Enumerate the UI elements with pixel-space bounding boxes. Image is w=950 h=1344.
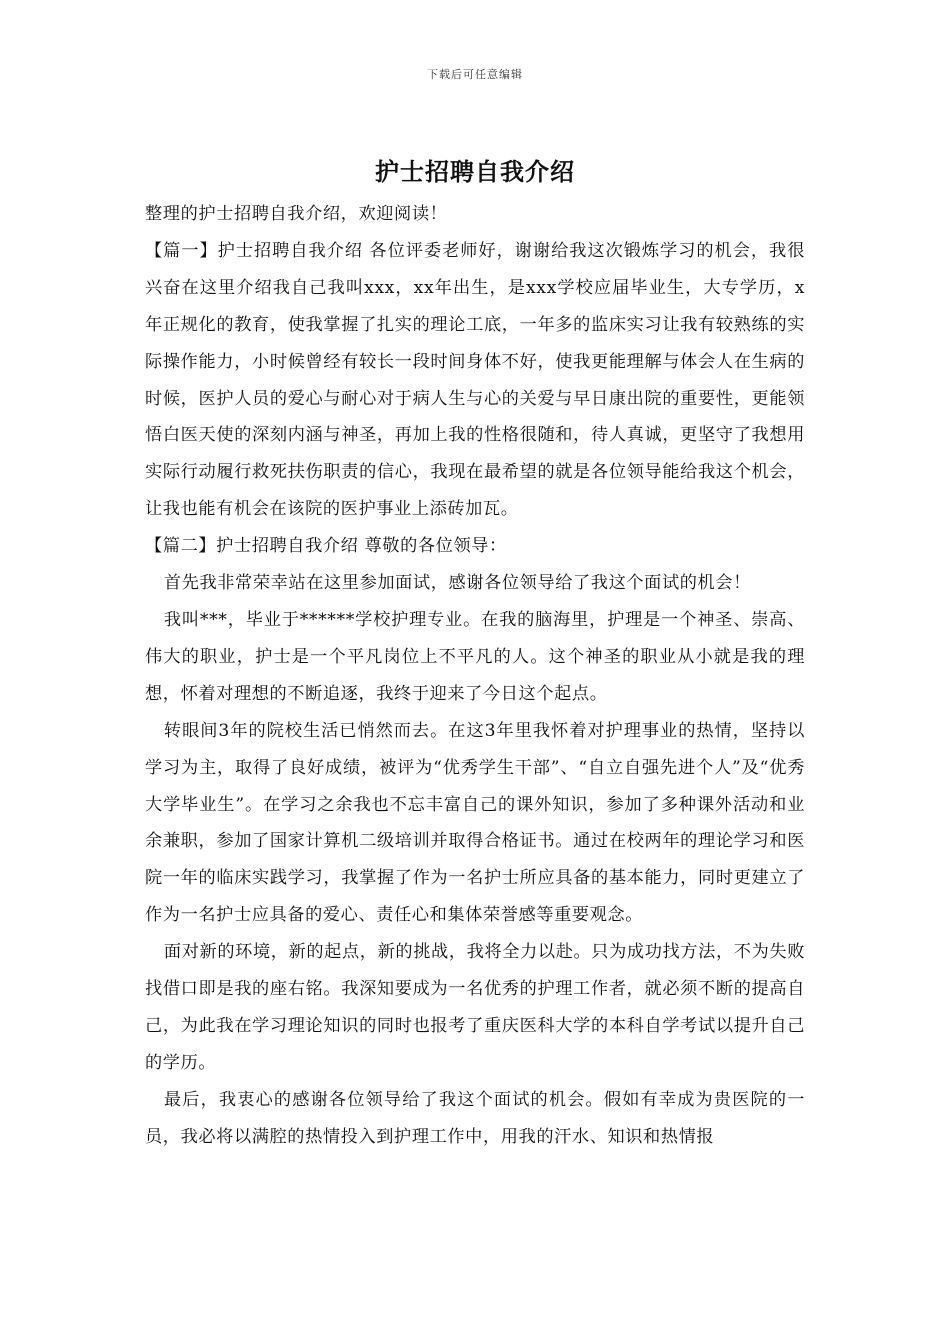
paragraph-thanks: 首先我非常荣幸站在这里参加面试，感谢各位领导给了我这个面试的机会！ — [163, 573, 751, 594]
paragraph-background: 我叫***，毕业于******学校护理专业。在我的脑海里，护理是一个神圣、崇高、伟大的职业，护士是一个平凡岗位上不平凡的人。这个神圣的职业从小就是我的理想，怀着对理想的不断追逐，我终于迎来了今日这个起点。 — [145, 609, 805, 704]
paragraph-challenges: 面对新的环境，新的起点，新的挑战，我将全力以赴。只为成功找方法，不为失败找借口即是我的座右铭。我深知要成为一名优秀的护理工作者，就必须不断的提高自己，为此我在学习理论知识的同时也报考了重庆医科大学的本科自学考试以提升自己的学历。 — [145, 942, 805, 1073]
document-body — [145, 196, 805, 1156]
paragraph-school-life: 转眼间3年的院校生活已悄然而去。在这3年里我怀着对护理事业的热情，坚持以学习为主，取得了良好成绩，被评为“优秀学生干部”、“自立自强先进个人”及“优秀大学毕业生”。在学习之余我也不忘丰富自己的课外知识，参加了多种课外活动和业余兼职，参加了国家计算机二级培训并取得合格证书。通过在校两年的理论学习和医院一年的临床实践学习，我掌握了作为一名护士所应具备的基本能力，同时更建立了作为一名护士应具备的爱心、责任心和集体荣誉感等重要观念。 — [145, 720, 805, 926]
intro-paragraph: 整理的护士招聘自我介绍，欢迎阅读！ — [145, 204, 448, 224]
paragraph-closing: 最后，我衷心的感谢各位领导给了我这个面试的机会。假如有幸成为贵医院的一员，我必将以满腔的热情投入到护理工作中，用我的汗水、知识和热情报 — [145, 1089, 805, 1147]
section-two-heading: 【篇二】护士招聘自我介绍 尊敬的各位领导： — [145, 536, 507, 557]
section-one-paragraph: 【篇一】护士招聘自我介绍 各位评委老师好，谢谢给我这次锻炼学习的机会，我很兴奋在这里介绍我自己我叫xxx，xx年出生，是xxx学校应届毕业生，大专学历，x年正规化的教育，使我掌握了扎实的理论工底，一年多的监床实习让我有较熟练的实际操作能力，小时候曾经有较长一段时间身体不好，使我更能理解与体会人在生病的时候，医护人员的爱心与耐心对于病人生与心的关爱与早日康出院的重要性，更能领悟白医天使的深刻内涵与神圣，再加上我的性格很随和，待人真诚，更坚守了我想用实际行动履行救死扶伤职责的信心，我现在最希望的就是各位领导能给我这个机会，让我也能有机会在该院的医护事业上添砖加瓦。 — [145, 240, 805, 520]
document-title: 护士招聘自我介绍 — [375, 157, 575, 186]
header-note: 下载后可任意编辑 — [427, 68, 523, 81]
